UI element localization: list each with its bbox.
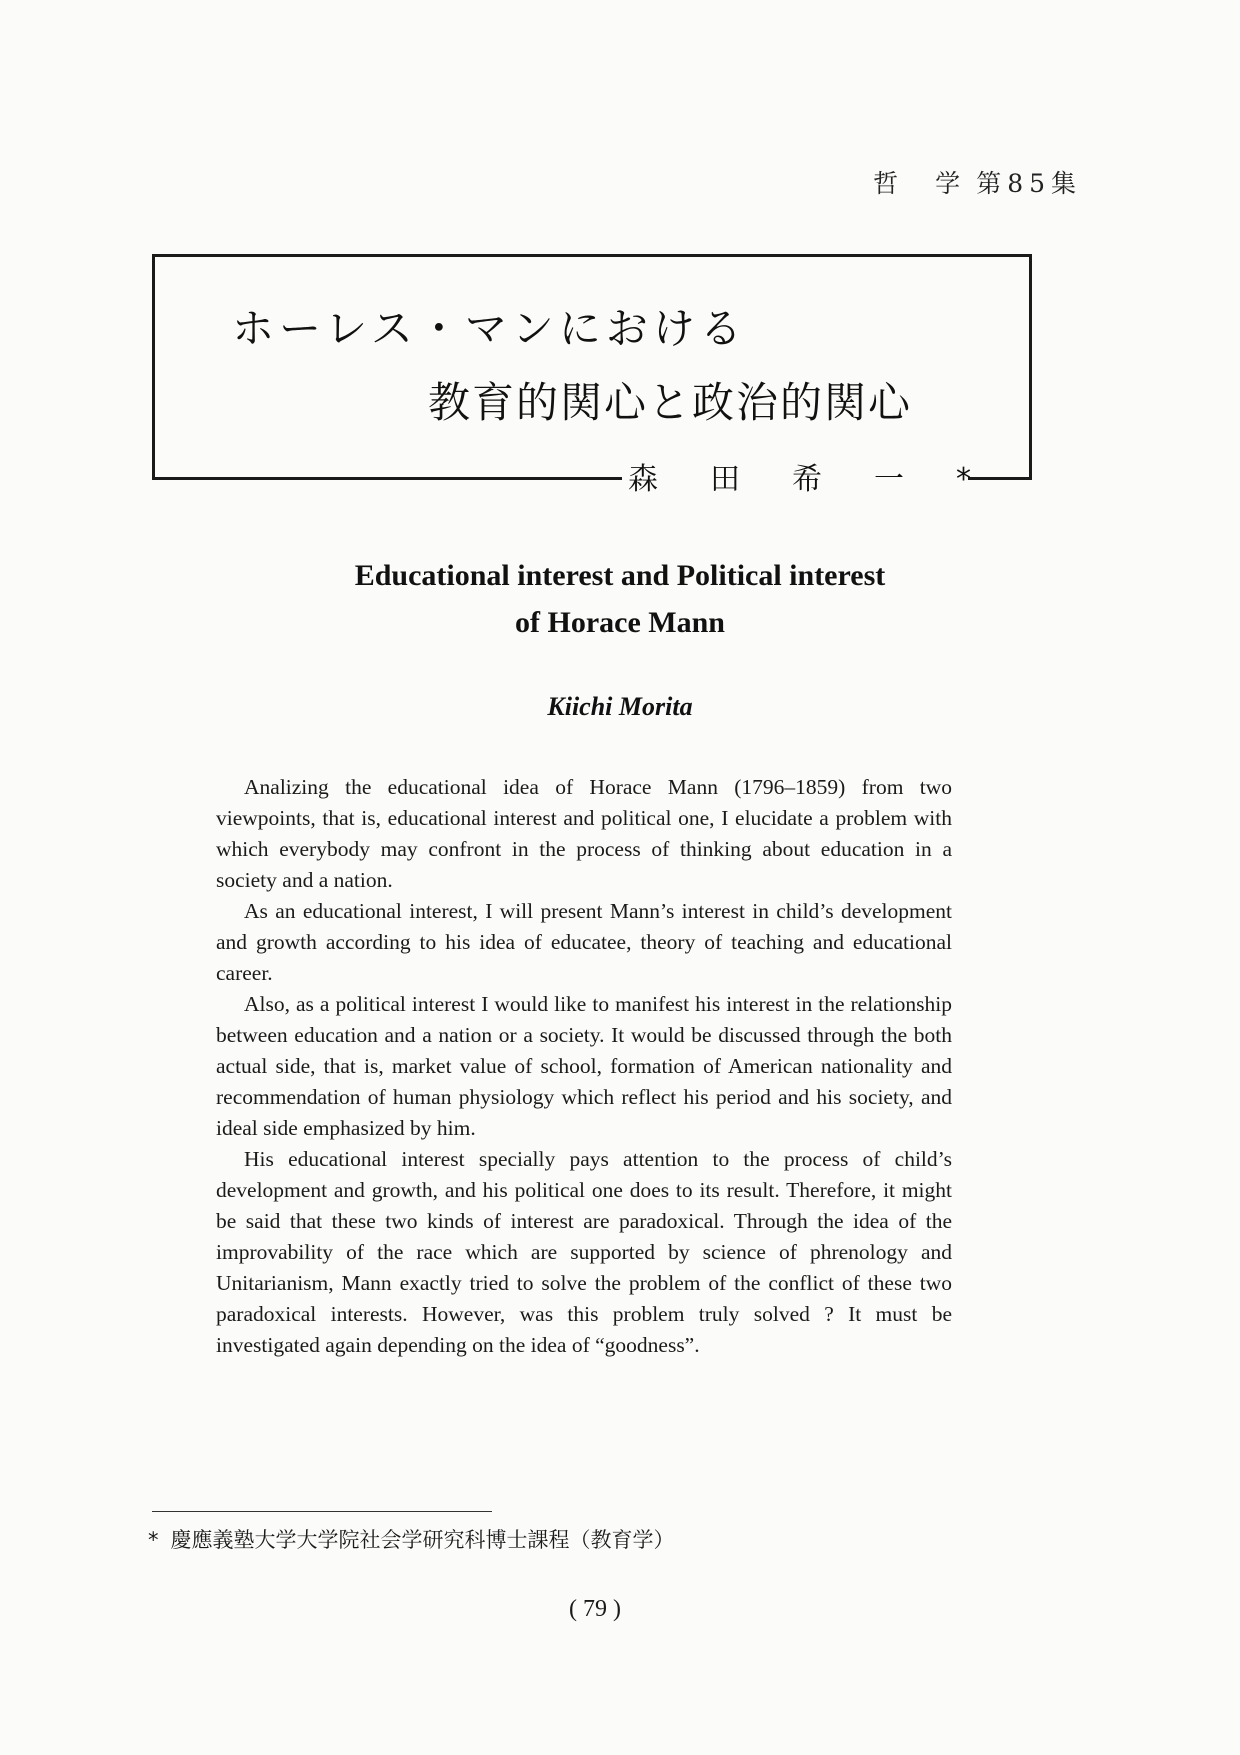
footnote xyxy=(148,1524,675,1554)
abstract-paragraph: As an educational interest, I will present Mann’s interest in child’s development and growth according to his idea of educatee, theory of teaching and educational career. xyxy=(216,899,952,985)
journal-header xyxy=(863,164,1082,200)
frame-border-top xyxy=(152,254,1032,257)
page-number: ( 79 ) xyxy=(569,1596,621,1622)
english-author: Kiichi Morita xyxy=(547,692,693,721)
journal-name: 哲 学 xyxy=(873,169,967,198)
english-title-line1: Educational interest and Political interest xyxy=(354,559,886,592)
abstract-paragraph: His educational interest specially pays attention to the process of child’s development and growth, and his political one does to its result. Therefore, it might be said that these two kinds of interest are paradoxical. Through the idea of the improvability of the race which are supported by science of phrenology and Unitarianism, Mann exactly tried to solve the problem of the conflict of these two paradoxical interests. However, was this problem truly solved ? It must be investigated again depending on the idea of “goodness”. xyxy=(216,1147,952,1357)
frame-border-right xyxy=(1029,254,1032,480)
footnote-text: 慶應義塾大学大学院社会学研究科博士課程（教育学） xyxy=(170,1528,675,1552)
japanese-title-line2: 教育的関心と政治的関心 xyxy=(428,378,913,427)
footnote-rule xyxy=(152,1511,492,1512)
abstract-paragraph: Analizing the educational idea of Horace Mann (1796–1859) from two viewpoints, that is, educational interest and political one, I elucidate a problem with which everybody may confront in the process of thinking about education in a society and a nation. xyxy=(216,775,952,892)
english-title xyxy=(160,552,1080,646)
english-title-line2: of Horace Mann xyxy=(515,606,725,639)
footnote-mark: * xyxy=(148,1528,159,1552)
japanese-title-line1: ホーレス・マンにおける xyxy=(232,304,747,353)
abstract-body xyxy=(216,772,952,1361)
japanese-author: 森田希一* xyxy=(628,462,1023,497)
frame-border-left xyxy=(152,254,155,480)
abstract-paragraph: Also, as a political interest I would like to manifest his interest in the relationship between education and a nation or a society. It would be discussed through the both actual side, that is, market value of school, formation of American nationality and recommendation of human physiology which reflect his period and his society, and ideal side emphasized by him. xyxy=(216,992,952,1140)
japanese-title-frame xyxy=(152,254,1032,497)
journal-issue: 第85集 xyxy=(976,169,1082,198)
frame-border-bottom-left xyxy=(152,477,622,480)
